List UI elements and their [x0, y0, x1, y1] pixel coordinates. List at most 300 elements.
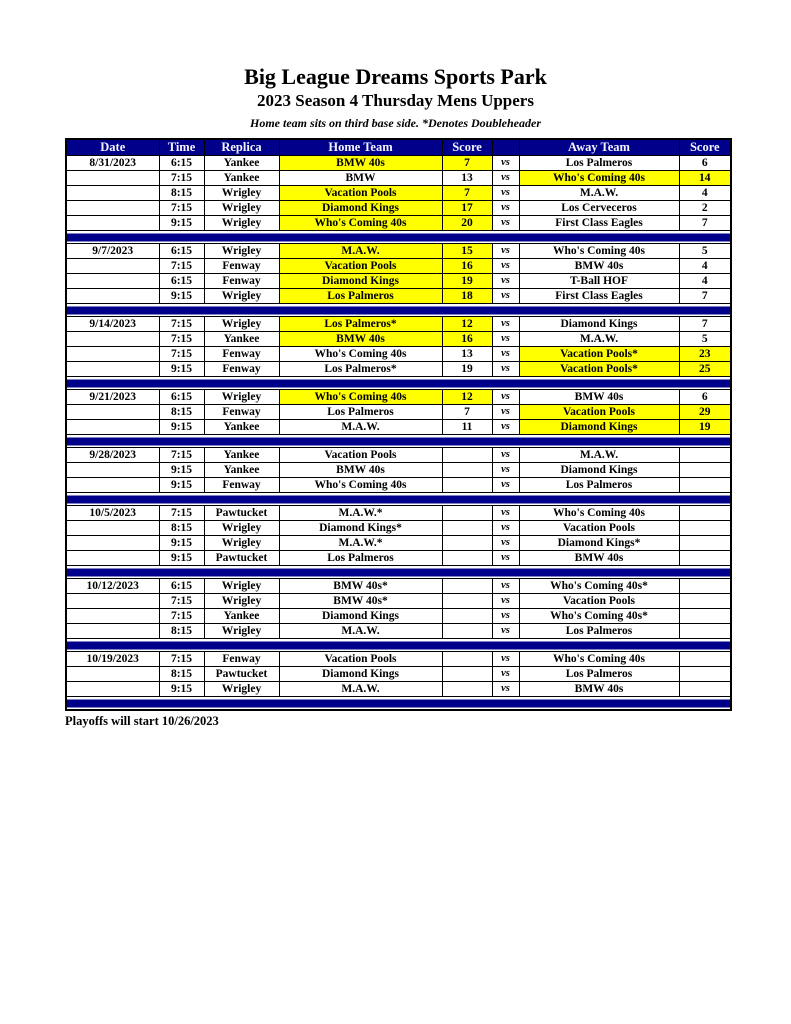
date-cell: [66, 171, 159, 186]
date-cell: [66, 521, 159, 536]
vs-label: vs: [492, 579, 519, 594]
time-cell: 8:15: [159, 624, 204, 639]
schedule-table: [65, 138, 732, 711]
date-cell: [66, 274, 159, 289]
date-cell: [66, 259, 159, 274]
home-team-cell: Who's Coming 40s: [279, 216, 442, 231]
home-score-cell: [442, 609, 492, 624]
separator-band: [66, 435, 731, 448]
col-header-replica: Replica: [204, 139, 279, 156]
home-score-cell: [442, 536, 492, 551]
vs-label: vs: [492, 624, 519, 639]
away-score-cell: [679, 521, 731, 536]
away-score-cell: 7: [679, 317, 731, 332]
time-cell: 8:15: [159, 186, 204, 201]
playoffs-note: Playoffs will start 10/26/2023: [65, 713, 219, 728]
separator-band: [66, 377, 731, 390]
home-team-cell: Vacation Pools: [279, 186, 442, 201]
away-team-cell: Los Cerveceros: [519, 201, 679, 216]
vs-label: vs: [492, 420, 519, 435]
away-team-cell: Who's Coming 40s: [519, 506, 679, 521]
away-score-cell: 23: [679, 347, 731, 362]
replica-cell: Yankee: [204, 332, 279, 347]
date-cell: [66, 420, 159, 435]
home-team-cell: M.A.W.*: [279, 536, 442, 551]
time-cell: 7:15: [159, 332, 204, 347]
home-score-cell: [442, 448, 492, 463]
away-score-cell: [679, 624, 731, 639]
replica-cell: Wrigley: [204, 521, 279, 536]
game-row: [66, 463, 731, 478]
col-header-away-score: Score: [679, 139, 731, 156]
home-score-cell: 18: [442, 289, 492, 304]
away-team-cell: Who's Coming 40s*: [519, 609, 679, 624]
time-cell: 7:15: [159, 259, 204, 274]
home-score-cell: 7: [442, 156, 492, 171]
time-cell: 7:15: [159, 201, 204, 216]
away-score-cell: [679, 652, 731, 667]
away-team-cell: Los Palmeros: [519, 624, 679, 639]
home-score-cell: [442, 624, 492, 639]
separator-row: [66, 435, 731, 448]
home-score-cell: 17: [442, 201, 492, 216]
home-team-cell: Vacation Pools: [279, 259, 442, 274]
replica-cell: Pawtucket: [204, 506, 279, 521]
vs-label: vs: [492, 274, 519, 289]
home-team-cell: Who's Coming 40s: [279, 347, 442, 362]
home-team-cell: M.A.W.: [279, 420, 442, 435]
time-cell: 6:15: [159, 244, 204, 259]
away-score-cell: [679, 463, 731, 478]
replica-cell: Yankee: [204, 463, 279, 478]
date-cell: [66, 289, 159, 304]
replica-cell: Yankee: [204, 448, 279, 463]
away-score-cell: [679, 609, 731, 624]
home-score-cell: [442, 667, 492, 682]
replica-cell: Pawtucket: [204, 667, 279, 682]
home-score-cell: 20: [442, 216, 492, 231]
away-team-cell: M.A.W.: [519, 332, 679, 347]
vs-label: vs: [492, 594, 519, 609]
home-team-cell: BMW: [279, 171, 442, 186]
date-cell: [66, 362, 159, 377]
time-cell: 9:15: [159, 536, 204, 551]
home-team-cell: M.A.W.: [279, 624, 442, 639]
col-header-time: Time: [159, 139, 204, 156]
time-cell: 7:15: [159, 171, 204, 186]
date-cell: [66, 667, 159, 682]
away-score-cell: 2: [679, 201, 731, 216]
away-score-cell: [679, 536, 731, 551]
away-score-cell: [679, 594, 731, 609]
home-team-cell: Diamond Kings: [279, 667, 442, 682]
vs-label: vs: [492, 405, 519, 420]
game-row: [66, 667, 731, 682]
separator-band: [66, 231, 731, 244]
game-row: [66, 521, 731, 536]
replica-cell: Fenway: [204, 274, 279, 289]
time-cell: 9:15: [159, 551, 204, 566]
away-team-cell: Vacation Pools*: [519, 362, 679, 377]
home-team-cell: BMW 40s*: [279, 579, 442, 594]
separator-row: [66, 493, 731, 506]
replica-cell: Wrigley: [204, 289, 279, 304]
game-row: [66, 506, 731, 521]
separator-band: [66, 493, 731, 506]
date-cell: 9/28/2023: [66, 448, 159, 463]
home-team-cell: Vacation Pools: [279, 652, 442, 667]
time-cell: 7:15: [159, 652, 204, 667]
home-team-cell: Diamond Kings: [279, 201, 442, 216]
away-team-cell: M.A.W.: [519, 448, 679, 463]
time-cell: 6:15: [159, 156, 204, 171]
time-cell: 7:15: [159, 609, 204, 624]
home-score-cell: [442, 478, 492, 493]
page-note: Home team sits on third base side. *Denotes Doubleheader: [250, 115, 541, 130]
away-score-cell: 19: [679, 420, 731, 435]
game-row: [66, 624, 731, 639]
col-header-home-team: Home Team: [279, 139, 442, 156]
away-team-cell: Los Palmeros: [519, 156, 679, 171]
game-row: [66, 594, 731, 609]
away-team-cell: Diamond Kings: [519, 317, 679, 332]
replica-cell: Yankee: [204, 171, 279, 186]
game-row: [66, 405, 731, 420]
page-title: Big League Dreams Sports Park: [244, 64, 547, 89]
away-team-cell: Diamond Kings: [519, 463, 679, 478]
away-team-cell: BMW 40s: [519, 682, 679, 697]
replica-cell: Wrigley: [204, 390, 279, 405]
home-score-cell: [442, 521, 492, 536]
home-team-cell: Who's Coming 40s: [279, 390, 442, 405]
game-row: [66, 332, 731, 347]
home-team-cell: Los Palmeros: [279, 289, 442, 304]
replica-cell: Wrigley: [204, 682, 279, 697]
home-team-cell: Diamond Kings: [279, 609, 442, 624]
vs-label: vs: [492, 156, 519, 171]
away-team-cell: BMW 40s: [519, 259, 679, 274]
away-score-cell: 6: [679, 390, 731, 405]
game-row: [66, 201, 731, 216]
time-cell: 9:15: [159, 463, 204, 478]
home-team-cell: Vacation Pools: [279, 448, 442, 463]
away-team-cell: Diamond Kings*: [519, 536, 679, 551]
replica-cell: Yankee: [204, 156, 279, 171]
home-score-cell: [442, 463, 492, 478]
away-score-cell: 4: [679, 274, 731, 289]
away-team-cell: Los Palmeros: [519, 478, 679, 493]
home-score-cell: 15: [442, 244, 492, 259]
away-team-cell: BMW 40s: [519, 390, 679, 405]
away-score-cell: 5: [679, 244, 731, 259]
away-score-cell: 7: [679, 289, 731, 304]
date-cell: [66, 609, 159, 624]
vs-label: vs: [492, 259, 519, 274]
away-score-cell: 14: [679, 171, 731, 186]
date-cell: [66, 216, 159, 231]
replica-cell: Fenway: [204, 652, 279, 667]
schedule-table-body: [66, 156, 731, 710]
away-team-cell: Diamond Kings: [519, 420, 679, 435]
vs-label: vs: [492, 551, 519, 566]
time-cell: 8:15: [159, 521, 204, 536]
time-cell: 6:15: [159, 579, 204, 594]
away-score-cell: [679, 551, 731, 566]
game-row: [66, 259, 731, 274]
game-row: [66, 171, 731, 186]
date-cell: [66, 624, 159, 639]
game-row: [66, 156, 731, 171]
game-row: [66, 390, 731, 405]
game-row: [66, 216, 731, 231]
game-row: [66, 536, 731, 551]
table-header-row: [66, 139, 731, 156]
separator-row: [66, 639, 731, 652]
home-team-cell: Los Palmeros: [279, 405, 442, 420]
home-score-cell: 16: [442, 259, 492, 274]
home-team-cell: BMW 40s: [279, 332, 442, 347]
vs-label: vs: [492, 478, 519, 493]
separator-band: [66, 697, 731, 710]
vs-label: vs: [492, 362, 519, 377]
game-row: [66, 448, 731, 463]
vs-label: vs: [492, 652, 519, 667]
home-team-cell: BMW 40s: [279, 463, 442, 478]
home-team-cell: BMW 40s*: [279, 594, 442, 609]
replica-cell: Fenway: [204, 405, 279, 420]
home-score-cell: 12: [442, 317, 492, 332]
home-score-cell: [442, 652, 492, 667]
away-team-cell: Who's Coming 40s: [519, 244, 679, 259]
separator-row: [66, 566, 731, 579]
game-row: [66, 274, 731, 289]
away-score-cell: [679, 682, 731, 697]
replica-cell: Yankee: [204, 420, 279, 435]
time-cell: 9:15: [159, 478, 204, 493]
away-score-cell: [679, 478, 731, 493]
document-header: [0, 0, 791, 131]
home-score-cell: [442, 506, 492, 521]
time-cell: 7:15: [159, 594, 204, 609]
vs-label: vs: [492, 448, 519, 463]
date-cell: [66, 478, 159, 493]
home-score-cell: 19: [442, 274, 492, 289]
replica-cell: Pawtucket: [204, 551, 279, 566]
home-score-cell: [442, 594, 492, 609]
vs-label: vs: [492, 171, 519, 186]
away-score-cell: [679, 667, 731, 682]
away-score-cell: 6: [679, 156, 731, 171]
date-cell: [66, 201, 159, 216]
vs-label: vs: [492, 244, 519, 259]
away-team-cell: M.A.W.: [519, 186, 679, 201]
game-row: [66, 289, 731, 304]
time-cell: 7:15: [159, 347, 204, 362]
date-cell: [66, 536, 159, 551]
away-score-cell: 5: [679, 332, 731, 347]
away-score-cell: 25: [679, 362, 731, 377]
vs-label: vs: [492, 347, 519, 362]
home-team-cell: Los Palmeros: [279, 551, 442, 566]
home-score-cell: [442, 579, 492, 594]
replica-cell: Fenway: [204, 347, 279, 362]
home-score-cell: 7: [442, 186, 492, 201]
game-row: [66, 317, 731, 332]
home-score-cell: 7: [442, 405, 492, 420]
page-subtitle: 2023 Season 4 Thursday Mens Uppers: [257, 91, 534, 111]
time-cell: 9:15: [159, 216, 204, 231]
replica-cell: Wrigley: [204, 216, 279, 231]
col-header-home-score: Score: [442, 139, 492, 156]
home-team-cell: Los Palmeros*: [279, 362, 442, 377]
home-score-cell: 19: [442, 362, 492, 377]
replica-cell: Wrigley: [204, 579, 279, 594]
date-cell: 10/5/2023: [66, 506, 159, 521]
home-team-cell: M.A.W.: [279, 244, 442, 259]
away-team-cell: Who's Coming 40s*: [519, 579, 679, 594]
game-row: [66, 186, 731, 201]
separator-row: [66, 377, 731, 390]
date-cell: [66, 186, 159, 201]
away-score-cell: [679, 448, 731, 463]
away-team-cell: Los Palmeros: [519, 667, 679, 682]
away-team-cell: Vacation Pools*: [519, 347, 679, 362]
vs-label: vs: [492, 201, 519, 216]
date-cell: [66, 463, 159, 478]
separator-row: [66, 304, 731, 317]
separator-row: [66, 231, 731, 244]
home-team-cell: Los Palmeros*: [279, 317, 442, 332]
time-cell: 7:15: [159, 448, 204, 463]
time-cell: 9:15: [159, 420, 204, 435]
replica-cell: Wrigley: [204, 536, 279, 551]
date-cell: [66, 332, 159, 347]
game-row: [66, 609, 731, 624]
home-team-cell: Diamond Kings*: [279, 521, 442, 536]
replica-cell: Wrigley: [204, 594, 279, 609]
replica-cell: Wrigley: [204, 244, 279, 259]
home-team-cell: BMW 40s: [279, 156, 442, 171]
date-cell: [66, 682, 159, 697]
time-cell: 6:15: [159, 390, 204, 405]
date-cell: [66, 551, 159, 566]
home-score-cell: [442, 682, 492, 697]
vs-label: vs: [492, 609, 519, 624]
home-team-cell: Diamond Kings: [279, 274, 442, 289]
time-cell: 7:15: [159, 506, 204, 521]
home-score-cell: 16: [442, 332, 492, 347]
vs-label: vs: [492, 186, 519, 201]
home-score-cell: 13: [442, 171, 492, 186]
vs-label: vs: [492, 332, 519, 347]
away-team-cell: First Class Eagles: [519, 289, 679, 304]
game-row: [66, 652, 731, 667]
game-row: [66, 347, 731, 362]
away-team-cell: T-Ball HOF: [519, 274, 679, 289]
date-cell: 9/21/2023: [66, 390, 159, 405]
time-cell: 6:15: [159, 274, 204, 289]
separator-band: [66, 639, 731, 652]
game-row: [66, 579, 731, 594]
date-cell: 10/19/2023: [66, 652, 159, 667]
date-cell: 9/7/2023: [66, 244, 159, 259]
away-team-cell: Who's Coming 40s: [519, 171, 679, 186]
col-header-away-team: Away Team: [519, 139, 679, 156]
date-cell: 9/14/2023: [66, 317, 159, 332]
replica-cell: Fenway: [204, 362, 279, 377]
date-cell: [66, 594, 159, 609]
time-cell: 9:15: [159, 682, 204, 697]
time-cell: 9:15: [159, 289, 204, 304]
time-cell: 8:15: [159, 405, 204, 420]
date-cell: 10/12/2023: [66, 579, 159, 594]
vs-label: vs: [492, 463, 519, 478]
col-header-vs: [492, 139, 519, 156]
date-cell: [66, 405, 159, 420]
game-row: [66, 362, 731, 377]
away-score-cell: 4: [679, 259, 731, 274]
replica-cell: Wrigley: [204, 317, 279, 332]
home-score-cell: [442, 551, 492, 566]
away-score-cell: 29: [679, 405, 731, 420]
date-cell: 8/31/2023: [66, 156, 159, 171]
replica-cell: Fenway: [204, 478, 279, 493]
game-row: [66, 244, 731, 259]
separator-band: [66, 566, 731, 579]
vs-label: vs: [492, 682, 519, 697]
game-row: [66, 478, 731, 493]
away-team-cell: Vacation Pools: [519, 405, 679, 420]
vs-label: vs: [492, 289, 519, 304]
replica-cell: Fenway: [204, 259, 279, 274]
away-team-cell: Who's Coming 40s: [519, 652, 679, 667]
replica-cell: Yankee: [204, 609, 279, 624]
away-score-cell: [679, 506, 731, 521]
separator-band: [66, 304, 731, 317]
col-header-date: Date: [66, 139, 159, 156]
away-score-cell: [679, 579, 731, 594]
away-score-cell: 4: [679, 186, 731, 201]
vs-label: vs: [492, 317, 519, 332]
time-cell: 7:15: [159, 317, 204, 332]
home-team-cell: M.A.W.: [279, 682, 442, 697]
home-score-cell: 13: [442, 347, 492, 362]
replica-cell: Wrigley: [204, 624, 279, 639]
vs-label: vs: [492, 536, 519, 551]
home-score-cell: 11: [442, 420, 492, 435]
replica-cell: Wrigley: [204, 201, 279, 216]
vs-label: vs: [492, 667, 519, 682]
vs-label: vs: [492, 506, 519, 521]
home-score-cell: 12: [442, 390, 492, 405]
replica-cell: Wrigley: [204, 186, 279, 201]
date-cell: [66, 347, 159, 362]
away-score-cell: 7: [679, 216, 731, 231]
game-row: [66, 420, 731, 435]
away-team-cell: Vacation Pools: [519, 594, 679, 609]
game-row: [66, 551, 731, 566]
home-team-cell: Who's Coming 40s: [279, 478, 442, 493]
time-cell: 9:15: [159, 362, 204, 377]
separator-row: [66, 697, 731, 710]
vs-label: vs: [492, 521, 519, 536]
time-cell: 8:15: [159, 667, 204, 682]
away-team-cell: BMW 40s: [519, 551, 679, 566]
home-team-cell: M.A.W.*: [279, 506, 442, 521]
away-team-cell: First Class Eagles: [519, 216, 679, 231]
vs-label: vs: [492, 390, 519, 405]
vs-label: vs: [492, 216, 519, 231]
